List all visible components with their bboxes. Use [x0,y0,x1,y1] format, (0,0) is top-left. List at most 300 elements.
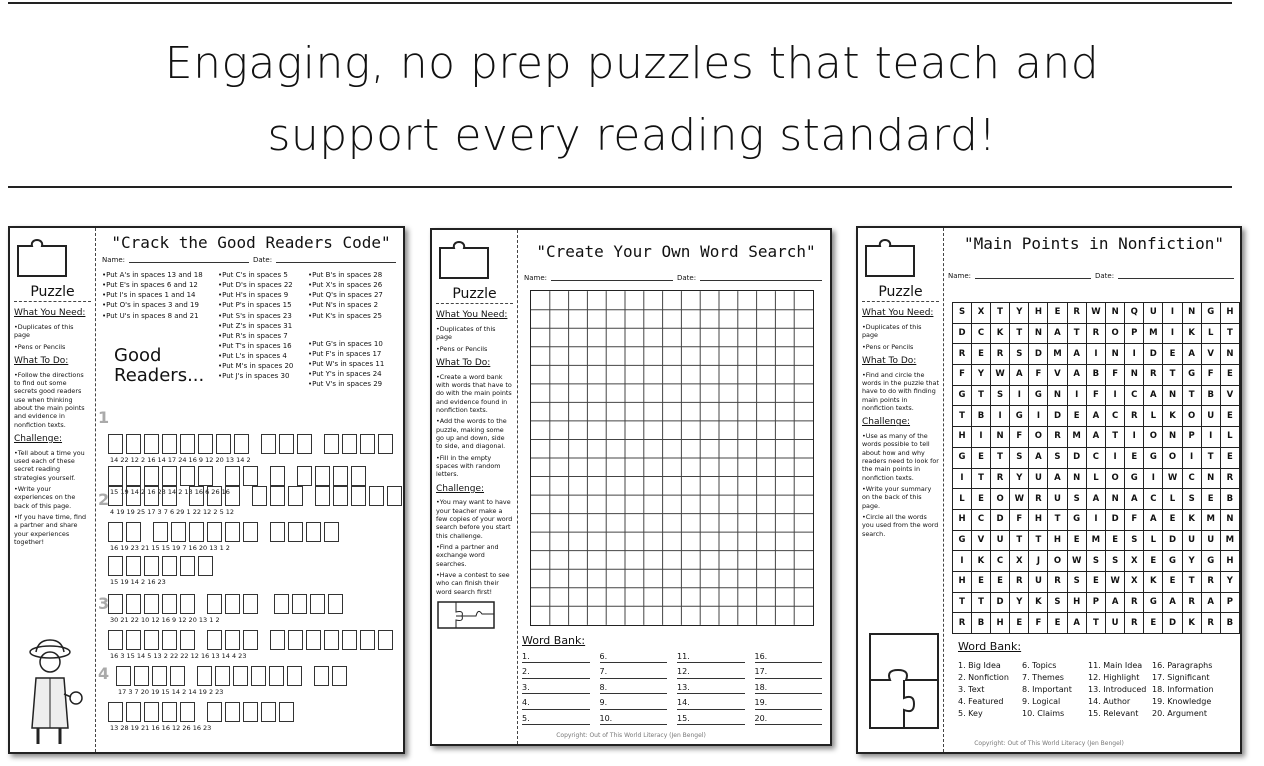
grid-cell[interactable]: F [1086,385,1105,406]
grid-cell[interactable]: G [1144,592,1163,613]
grid-cell[interactable]: I [953,468,972,489]
grid-cell[interactable]: L [1220,427,1239,448]
word-blank[interactable]: 12. [677,667,745,678]
grid-cell[interactable]: N [1106,344,1125,365]
grid-cell[interactable]: A [1201,592,1220,613]
code-numbers: 15 19 14 2 16 23 [110,578,166,586]
grid-cell[interactable]: B [1220,613,1239,634]
grid-cell[interactable]: W [1163,468,1182,489]
grid-cell[interactable]: E [990,571,1009,592]
grid-cell[interactable]: E [1144,613,1163,634]
grid-cell[interactable]: A [1182,344,1201,365]
grid-cell[interactable]: T [1220,323,1239,344]
grid-cell[interactable]: D [1163,613,1182,634]
grid-cell[interactable]: O [1106,323,1125,344]
grid-cell[interactable]: S [953,303,972,324]
grid-cell[interactable]: M [1086,530,1105,551]
grid-cell[interactable]: R [1067,303,1086,324]
grid-cell[interactable]: E [1201,489,1220,510]
grid-cell[interactable]: A [1144,385,1163,406]
grid-cell[interactable]: O [1106,468,1125,489]
date-label: Date: [1094,272,1115,280]
grid-cell[interactable]: W [1086,303,1105,324]
grid-cell[interactable]: T [1048,509,1067,530]
grid-cell[interactable]: V [1201,344,1220,365]
grid-cell[interactable]: A [1067,365,1086,386]
grid-cell[interactable]: I [1106,385,1125,406]
grid-cell[interactable]: U [1201,406,1220,427]
name-date-line [524,274,826,283]
word-blank[interactable]: 16. [755,652,823,663]
grid-cell[interactable]: K [972,551,991,572]
grid-cell[interactable]: C [972,509,991,530]
grid-cell[interactable]: E [1048,303,1067,324]
grid-cell[interactable]: I [1163,303,1182,324]
grid-cell[interactable]: C [1106,406,1125,427]
grid-cell[interactable]: O [990,489,1009,510]
grid-cell[interactable]: B [1086,365,1105,386]
grid-cell[interactable]: R [1086,323,1105,344]
grid-cell[interactable]: A [1125,489,1144,510]
grid-cell[interactable]: R [1125,592,1144,613]
grid-cell[interactable]: R [1029,489,1048,510]
grid-cell[interactable]: N [1029,323,1048,344]
grid-cell[interactable]: R [953,613,972,634]
code-numbers: 16 19 23 21 15 15 19 7 16 20 13 1 2 [110,544,230,552]
grid-cell[interactable]: C [1144,489,1163,510]
need-item: •Pens or Pencils [14,342,66,351]
grid-cell[interactable]: R [1182,592,1201,613]
grid-cell[interactable]: E [1086,571,1105,592]
grid-cell[interactable]: P [1125,323,1144,344]
grid-cell[interactable]: F [1010,509,1029,530]
grid-cell[interactable]: T [1201,447,1220,468]
grid-cell[interactable]: E [1010,613,1029,634]
grid-cell[interactable]: F [1029,365,1048,386]
grid-cell[interactable]: G [1029,385,1048,406]
grid-cell[interactable]: X [1010,551,1029,572]
grid-cell[interactable]: N [1220,509,1239,530]
grid-cell[interactable]: L [1163,489,1182,510]
grid-cell[interactable]: T [972,592,991,613]
grid-cell[interactable]: T [1106,427,1125,448]
word-blank[interactable]: 1. [522,652,590,663]
grid-cell[interactable]: O [1029,427,1048,448]
grid-cell[interactable]: L [1144,406,1163,427]
grid-cell[interactable]: K [1182,509,1201,530]
grid-cell[interactable]: M [1201,509,1220,530]
word-blank[interactable]: 6. [600,652,668,663]
grid-cell[interactable]: T [990,447,1009,468]
grid-cell[interactable]: L [1201,323,1220,344]
grid-cell[interactable]: J [1029,551,1048,572]
grid-cell[interactable]: U [1029,468,1048,489]
grid-cell[interactable]: T [972,468,991,489]
grid-cell[interactable]: F [1029,613,1048,634]
grid-cell[interactable]: C [1182,468,1201,489]
grid-cell[interactable]: E [1106,530,1125,551]
grid-cell[interactable]: B [1220,489,1239,510]
grid-cell[interactable]: I [1086,509,1105,530]
grid-cell[interactable]: A [1144,509,1163,530]
grid-cell[interactable]: K [1182,613,1201,634]
need-item: •Duplicates of this page [14,322,74,340]
grid-cell[interactable]: G [1144,447,1163,468]
grid-cell[interactable]: U [1048,489,1067,510]
grid-cell[interactable]: N [1220,344,1239,365]
sidebar [10,228,96,752]
grid-cell[interactable]: H [953,509,972,530]
grid-cell[interactable]: S [1067,571,1086,592]
grid-cell[interactable]: V [972,530,991,551]
empty-word-search-grid [530,290,814,626]
grid-cell[interactable]: Y [1220,571,1239,592]
grid-cell[interactable]: E [1163,344,1182,365]
grid-cell[interactable]: U [1182,530,1201,551]
grid-cell[interactable]: T [1182,385,1201,406]
grid-cell[interactable]: N [1106,489,1125,510]
grid-cell[interactable]: F [1201,365,1220,386]
grid-cell[interactable]: G [1067,509,1086,530]
word-bank-item: 15. Relevant [1088,709,1139,718]
grid-cell[interactable]: T [953,406,972,427]
grid-cell[interactable]: H [1029,509,1048,530]
grid-cell[interactable]: R [990,468,1009,489]
grid-cell[interactable]: N [990,427,1009,448]
grid-cell[interactable]: O [1182,406,1201,427]
grid-cell[interactable]: C [1086,447,1105,468]
grid-cell[interactable]: A [1029,447,1048,468]
grid-cell[interactable]: I [1067,385,1086,406]
grid-cell[interactable]: K [1163,406,1182,427]
grid-cell[interactable]: A [1067,613,1086,634]
grid-cell[interactable]: T [1163,365,1182,386]
grid-cell[interactable]: S [1182,489,1201,510]
grid-cell[interactable]: D [1067,447,1086,468]
grid-cell[interactable]: W [1106,571,1125,592]
grid-cell[interactable]: W [990,365,1009,386]
grid-cell[interactable]: M [1067,427,1086,448]
grid-cell[interactable]: P [1182,427,1201,448]
grid-cell[interactable]: R [1201,613,1220,634]
grid-cell[interactable]: D [1029,344,1048,365]
grid-cell[interactable]: K [1029,592,1048,613]
grid-cell[interactable]: W [1067,551,1086,572]
worksheet-title: "Main Points in Nonfiction" [963,234,1225,253]
what-you-need-heading: What You Need: [862,308,934,319]
grid-cell[interactable]: Y [1010,468,1029,489]
grid-cell[interactable]: O [1048,551,1067,572]
grid-cell[interactable]: G [1182,365,1201,386]
grid-cell[interactable]: A [1086,489,1105,510]
grid-cell[interactable]: A [1106,592,1125,613]
grid-cell[interactable]: G [1163,551,1182,572]
grid-cell[interactable]: E [972,447,991,468]
grid-cell[interactable]: C [990,551,1009,572]
grid-cell[interactable]: S [1067,489,1086,510]
grid-cell[interactable]: X [1125,551,1144,572]
word-blank[interactable]: 20. [755,714,823,725]
grid-cell[interactable]: S [1010,447,1029,468]
grid-cell[interactable]: V [1220,385,1239,406]
code-boxes [116,666,347,686]
grid-cell[interactable]: R [1220,468,1239,489]
grid-cell[interactable]: M [1144,323,1163,344]
grid-cell[interactable]: G [1201,551,1220,572]
grid-cell[interactable]: I [1125,427,1144,448]
challenge-item: •You may want to have your teacher make a few copies of your word search before you start this challenge. [436,498,513,540]
clue: •Put H's in spaces 9 [218,291,289,300]
grid-cell[interactable]: E [1220,447,1239,468]
word-blank[interactable]: 3. [522,683,590,694]
clue: •Put U's in spaces 8 and 21 [102,311,199,320]
row-number: 4 [98,664,110,683]
challenge-item: •Find a partner and exchange word searches. [436,542,499,568]
grid-cell[interactable]: R [953,344,972,365]
grid-cell[interactable]: S [1125,530,1144,551]
row-number: 2 [98,490,110,509]
grid-cell[interactable]: L [1086,468,1105,489]
grid-cell[interactable]: A [1086,427,1105,448]
grid-row [953,551,1240,572]
challenge-item: •If you have time, find a partner and share your experiences together! [14,512,87,546]
word-blank[interactable]: 8. [600,683,668,694]
grid-cell[interactable]: T [990,303,1009,324]
grid-cell[interactable]: D [953,323,972,344]
word-blank[interactable]: 4. [522,698,590,709]
grid-cell[interactable]: A [1163,592,1182,613]
grid-cell[interactable]: E [1067,406,1086,427]
grid-cell[interactable]: H [1067,592,1086,613]
clue: •Put K's in spaces 25 [308,311,382,320]
grid-cell[interactable]: I [1010,385,1029,406]
word-blank[interactable]: 2. [522,667,590,678]
grid-cell[interactable]: A [1010,365,1029,386]
grid-cell[interactable]: I [1029,406,1048,427]
grid-cell[interactable]: R [1201,571,1220,592]
grid-cell[interactable]: A [1086,406,1105,427]
grid-cell[interactable]: I [972,427,991,448]
grid-cell[interactable]: R [1125,613,1144,634]
word-blank[interactable]: 18. [755,683,823,694]
grid-cell[interactable]: F [1125,509,1144,530]
grid-cell[interactable]: B [1201,385,1220,406]
grid-cell[interactable]: E [972,344,991,365]
grid-cell[interactable]: H [1220,303,1239,324]
grid-cell[interactable]: K [990,323,1009,344]
grid-cell[interactable]: E [1220,365,1239,386]
word-blank[interactable]: 14. [677,698,745,709]
grid-cell[interactable]: E [972,489,991,510]
word-blank[interactable]: 15. [677,714,745,725]
grid-cell[interactable]: D [1048,406,1067,427]
grid-cell[interactable]: R [1010,571,1029,592]
do-item: •Follow the directions to find out some secrets good readers use when thinking about the main points and evidence in nonfiction texts. [14,370,85,429]
grid-row [953,447,1240,468]
grid-cell[interactable]: T [953,592,972,613]
grid-cell[interactable]: S [990,385,1009,406]
word-blank[interactable]: 9. [600,698,668,709]
grid-cell[interactable]: M [1048,344,1067,365]
clue: •Put Q's in spaces 27 [308,291,383,300]
grid-cell[interactable]: R [1144,365,1163,386]
code-numbers: 15 19 14 2 16 23 14 2 13 16 6 26 16 [110,488,230,496]
grid-cell[interactable]: I [990,406,1009,427]
grid-cell[interactable]: B [972,406,991,427]
grid-cell[interactable]: C [1125,385,1144,406]
code-numbers: 13 28 19 21 16 16 12 26 16 23 [110,724,212,732]
grid-cell[interactable]: P [1086,592,1105,613]
puzzle-label: Puzzle [862,283,939,302]
word-blank[interactable]: 11. [677,652,745,663]
word-blank[interactable]: 10. [600,714,668,725]
grid-cell[interactable]: A [1048,468,1067,489]
grid-cell[interactable]: O [1163,447,1182,468]
grid-cell[interactable]: D [990,509,1009,530]
grid-cell[interactable]: A [1067,344,1086,365]
grid-cell[interactable]: K [1182,323,1201,344]
grid-cell[interactable]: T [1067,323,1086,344]
grid-cell[interactable]: I [1125,344,1144,365]
grid-cell[interactable]: K [1144,571,1163,592]
grid-cell[interactable]: X [972,303,991,324]
grid-cell[interactable]: I [1086,344,1105,365]
grid-cell[interactable]: G [1010,406,1029,427]
grid-cell[interactable]: H [1029,303,1048,324]
clue: •Put A's in spaces 13 and 18 [102,271,203,279]
word-blank[interactable]: 17. [755,667,823,678]
grid-cell[interactable]: E [1220,406,1239,427]
grid-cell[interactable]: N [1106,303,1125,324]
grid-cell[interactable]: S [1106,551,1125,572]
grid-row [953,509,1240,530]
grid-cell[interactable]: S [1086,551,1105,572]
word-blank[interactable]: 5. [522,714,590,725]
grid-cell[interactable]: E [1125,447,1144,468]
grid-cell[interactable]: N [1067,468,1086,489]
row-number: 1 [98,408,110,427]
grid-cell[interactable]: X [1125,571,1144,592]
grid-cell[interactable]: N [1125,365,1144,386]
grid-cell[interactable]: E [1048,613,1067,634]
grid-cell[interactable]: Y [1010,592,1029,613]
grid-cell[interactable]: D [1144,344,1163,365]
grid-cell[interactable]: I [1182,447,1201,468]
grid-cell[interactable]: U [990,530,1009,551]
grid-cell[interactable]: C [972,323,991,344]
grid-cell[interactable]: Y [1010,303,1029,324]
grid-cell[interactable]: D [1163,530,1182,551]
grid-cell[interactable]: N [1163,385,1182,406]
grid-cell[interactable]: T [1086,613,1105,634]
grid-cell[interactable]: S [1010,344,1029,365]
word-search-grid [952,302,1240,634]
grid-cell[interactable]: W [1010,489,1029,510]
grid-cell[interactable]: P [1220,592,1239,613]
word-bank-item: 16. Paragraphs [1152,661,1213,670]
grid-cell[interactable]: R [1048,427,1067,448]
grid-cell[interactable]: I [1144,468,1163,489]
grid-cell[interactable]: T [1182,571,1201,592]
grid-cell[interactable]: H [990,613,1009,634]
grid-cell[interactable]: Q [1125,303,1144,324]
grid-cell[interactable]: E [1163,571,1182,592]
word-bank-item: 8. Important [1022,685,1072,694]
grid-cell[interactable]: F [953,365,972,386]
grid-cell[interactable]: F [1106,365,1125,386]
word-bank-item: 13. Introduced [1088,685,1147,694]
grid-cell[interactable]: A [1048,323,1067,344]
grid-cell[interactable]: U [1201,530,1220,551]
clue: •Put G's in spaces 10 [308,339,383,348]
grid-cell[interactable]: T [1010,530,1029,551]
word-bank-item: 6. Topics [1022,661,1057,670]
grid-cell[interactable]: G [1125,468,1144,489]
grid-cell[interactable]: G [953,447,972,468]
grid-cell[interactable]: L [1144,530,1163,551]
grid-cell[interactable]: H [953,427,972,448]
grid-cell[interactable]: H [1048,530,1067,551]
grid-cell[interactable]: H [1220,551,1239,572]
grid-cell[interactable]: S [1048,447,1067,468]
grid-cell[interactable]: T [972,385,991,406]
grid-cell[interactable]: N [1048,385,1067,406]
grid-cell[interactable]: E [972,571,991,592]
grid-cell[interactable]: D [1106,509,1125,530]
puzzle-label: Puzzle [436,285,513,304]
grid-cell[interactable]: E [1144,551,1163,572]
grid-cell[interactable]: D [990,592,1009,613]
grid-cell[interactable]: B [972,613,991,634]
grid-cell[interactable]: S [1048,592,1067,613]
grid-cell[interactable]: Y [972,365,991,386]
challenge-item: •Circle all the words you used from the word search. [862,512,939,538]
grid-cell[interactable]: I [1163,323,1182,344]
grid-cell[interactable]: L [953,489,972,510]
grid-cell[interactable]: Y [1182,551,1201,572]
word-blank[interactable]: 7. [600,667,668,678]
grid-cell[interactable]: E [1163,509,1182,530]
grid-cell[interactable]: R [1125,406,1144,427]
grid-cell[interactable]: N [1163,427,1182,448]
grid-cell[interactable]: I [953,551,972,572]
grid-cell[interactable]: I [1106,447,1125,468]
grid-cell[interactable]: E [1067,530,1086,551]
grid-cell[interactable]: M [1220,530,1239,551]
grid-cell[interactable]: F [1010,427,1029,448]
clue: •Put B's in spaces 28 [308,271,383,279]
grid-cell[interactable]: T [1029,530,1048,551]
grid-cell[interactable]: R [1048,571,1067,592]
grid-cell[interactable]: R [990,344,1009,365]
grid-cell[interactable]: G [1201,303,1220,324]
grid-cell[interactable]: H [953,571,972,592]
word-blank[interactable]: 13. [677,683,745,694]
grid-row [953,344,1240,365]
grid-cell[interactable]: U [1106,613,1125,634]
grid-cell[interactable]: N [1201,468,1220,489]
grid-cell[interactable]: O [1144,427,1163,448]
grid-cell[interactable]: I [1201,427,1220,448]
grid-cell[interactable]: G [953,530,972,551]
grid-cell[interactable]: U [1144,303,1163,324]
grid-cell[interactable]: T [1010,323,1029,344]
grid-cell[interactable]: G [953,385,972,406]
grid-cell[interactable]: U [1029,571,1048,592]
grid-cell[interactable]: V [1048,365,1067,386]
word-blank[interactable]: 19. [755,698,823,709]
grid-cell[interactable]: N [1182,303,1201,324]
